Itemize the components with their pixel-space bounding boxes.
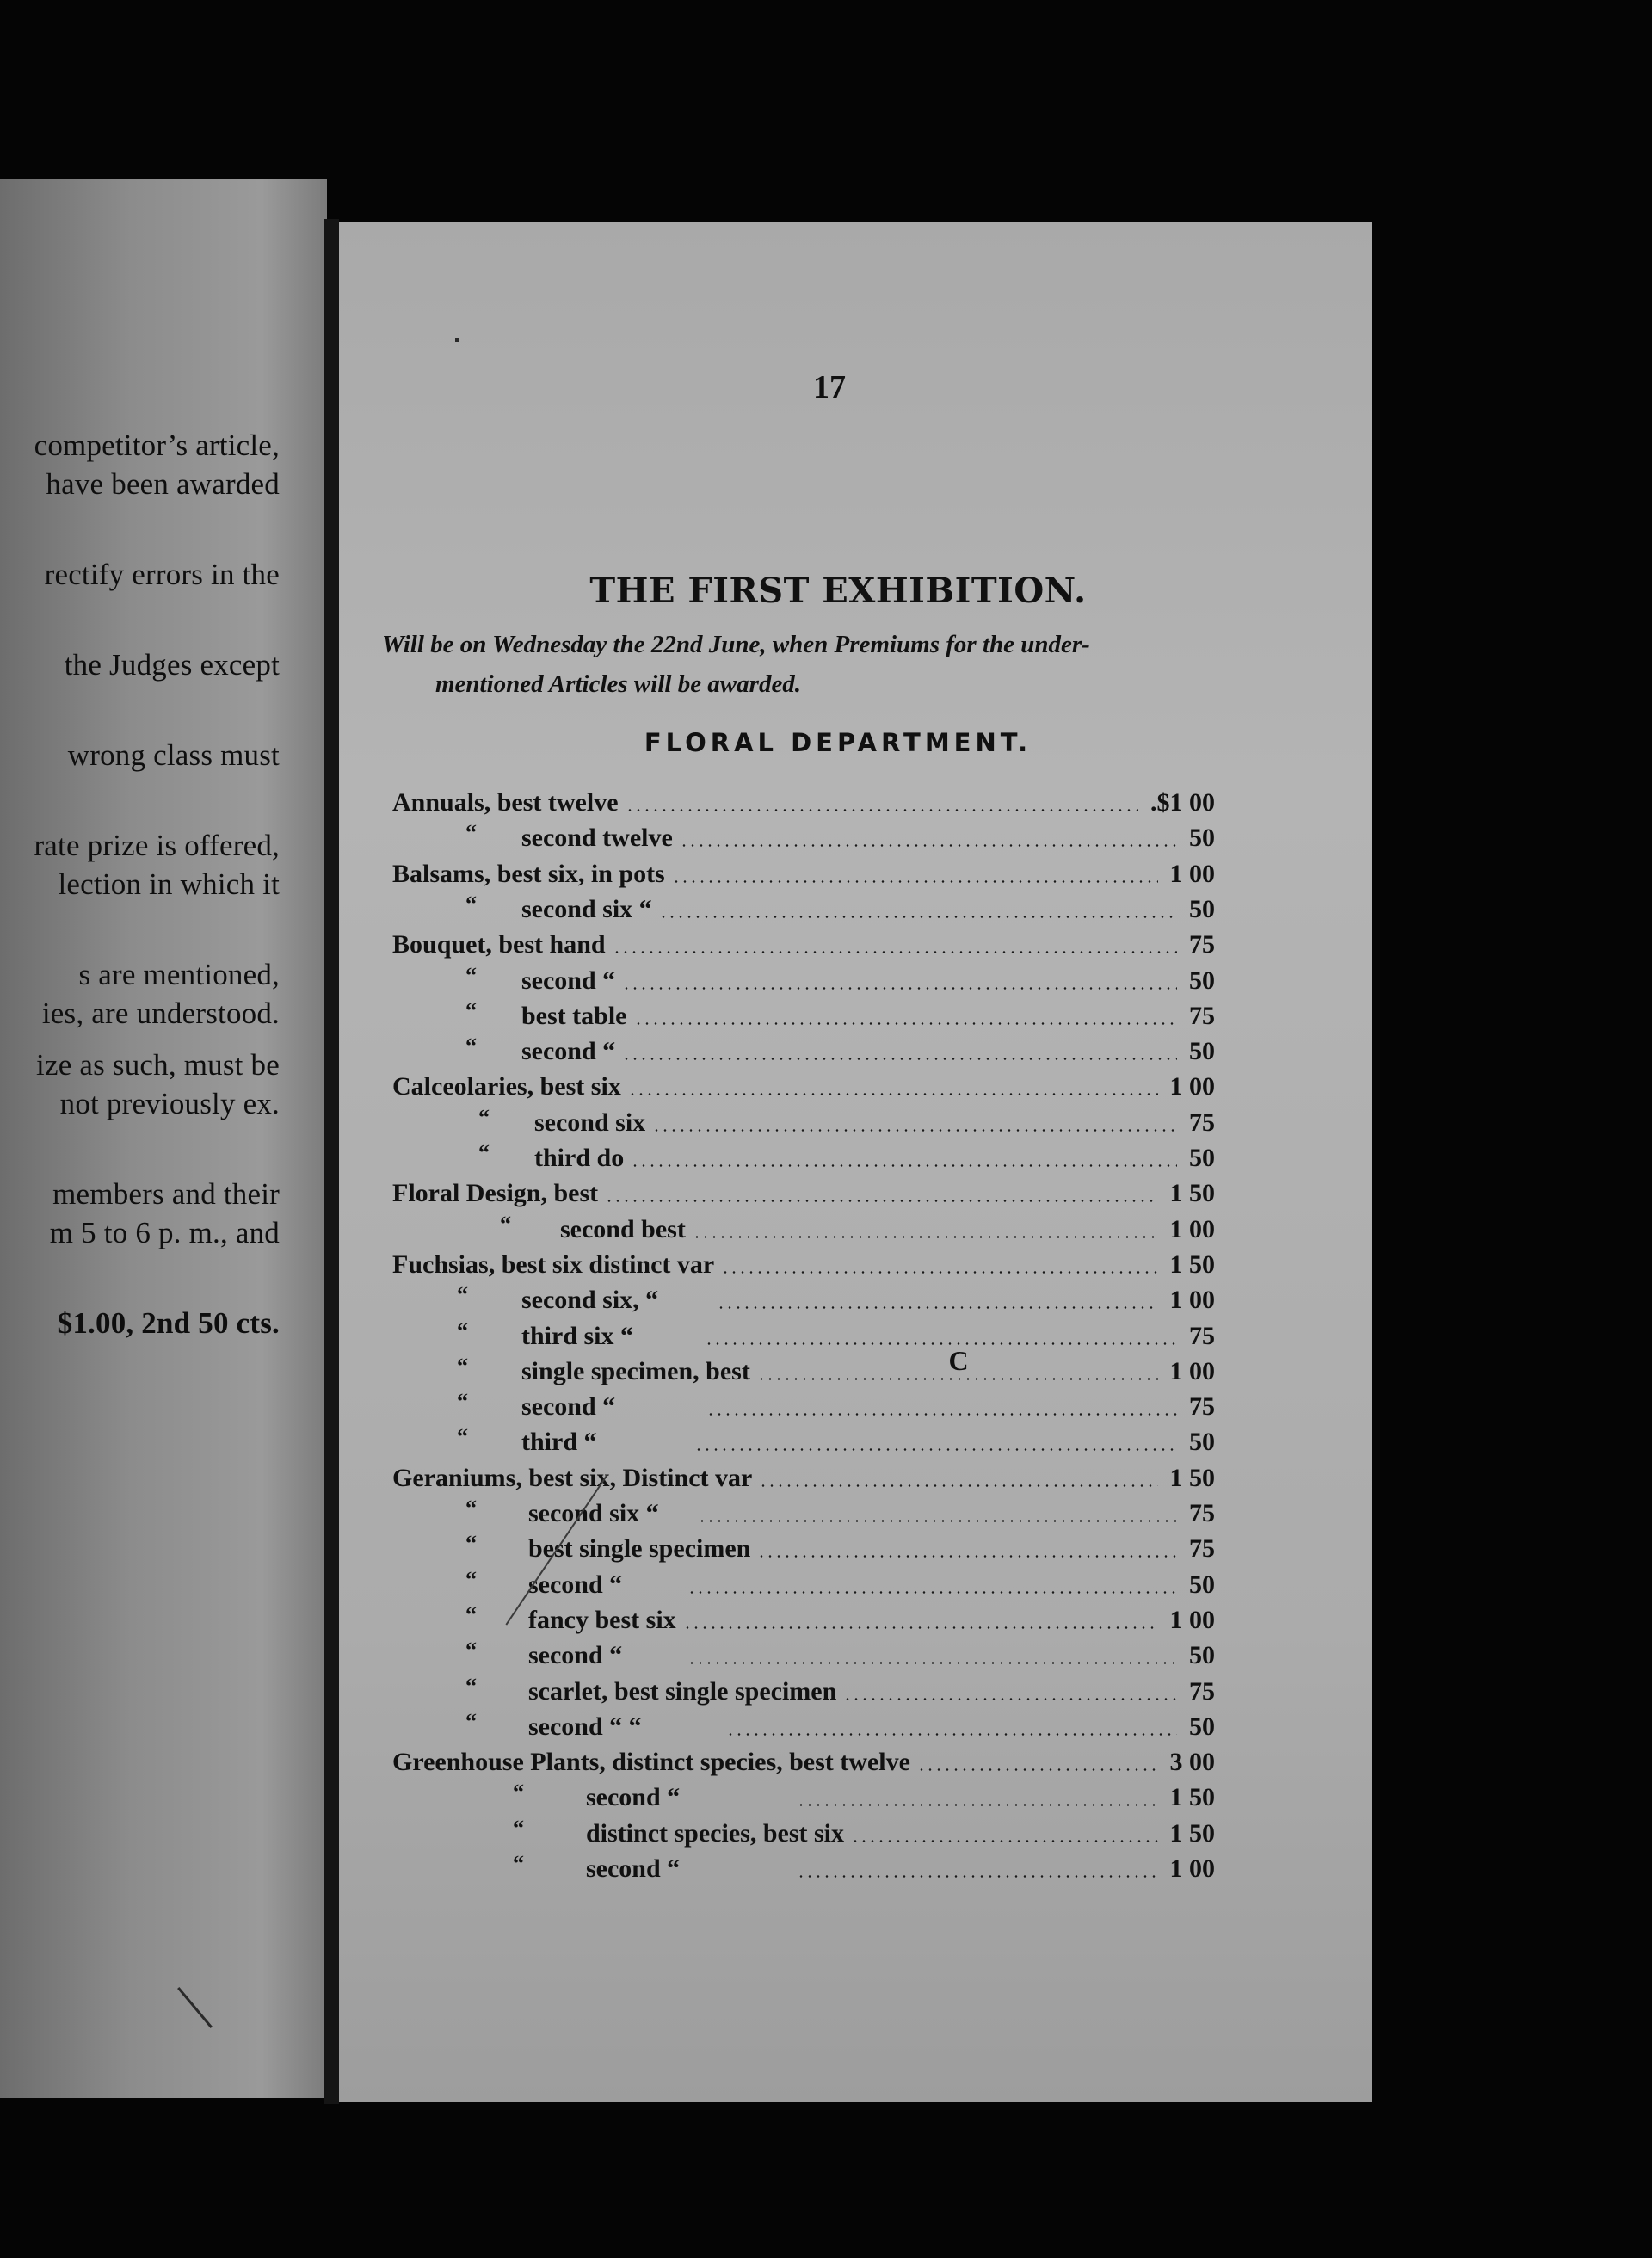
dot-leader (759, 1461, 1157, 1496)
right-main-page (339, 222, 1372, 2102)
left-page-line: wrong class must (67, 738, 280, 772)
dot-leader (694, 1425, 1177, 1459)
prize-category: Greenhouse Plants, (392, 1748, 606, 1777)
prize-item: third do (534, 1144, 625, 1172)
left-page-line: lection in which it (58, 867, 280, 901)
prize-category: Geraniums, (392, 1463, 522, 1492)
prize-row (339, 1496, 1372, 1531)
ditto-mark: “ (500, 1211, 511, 1237)
left-facing-page (0, 179, 327, 2098)
prize-amount: 1 50 (1169, 1818, 1215, 1848)
prize-amount: 1 00 (1169, 859, 1215, 888)
prize-amount: 1 00 (1169, 1286, 1215, 1315)
dot-leader (797, 1852, 1158, 1886)
prize-item: third “ (521, 1428, 597, 1457)
prize-amount: 1 50 (1169, 1463, 1215, 1492)
ditto-mark: “ (465, 891, 477, 916)
dot-leader (622, 964, 1177, 998)
dot-leader (757, 1532, 1177, 1566)
prize-amount: 75 (1189, 1676, 1215, 1706)
prize-item: best (553, 1179, 599, 1208)
prize-row (339, 1710, 1372, 1744)
ditto-mark: “ (465, 997, 477, 1023)
prize-item: second “ “ (528, 1712, 642, 1741)
ditto-mark: “ (457, 1389, 468, 1415)
prize-row (339, 1675, 1372, 1709)
ditto-mark: “ (457, 1317, 468, 1343)
ditto-mark: “ (465, 1496, 477, 1521)
prize-amount: 50 (1189, 1641, 1215, 1670)
signature-mark: C (948, 1345, 969, 1376)
dot-leader (605, 1176, 1157, 1211)
ditto-mark: “ (478, 1140, 490, 1165)
prize-amount: 75 (1189, 1499, 1215, 1527)
prize-row (339, 1390, 1372, 1424)
prize-row (339, 1176, 1372, 1211)
prize-item: second six “ (528, 1499, 659, 1527)
prize-item: second “ (586, 1783, 681, 1812)
prize-amount: 1 00 (1169, 1605, 1215, 1634)
left-page-line: $1.00, 2nd 50 cts. (57, 1306, 280, 1340)
prize-amount: 50 (1189, 1144, 1215, 1172)
prize-row (339, 1638, 1372, 1673)
dot-leader (652, 1106, 1177, 1140)
prize-item: second six, “ (521, 1286, 659, 1315)
dot-leader (698, 1496, 1177, 1531)
ditto-mark: “ (513, 1851, 524, 1876)
prize-item: second best (560, 1214, 686, 1243)
prize-item: second six “ (521, 894, 652, 923)
prize-item: best single specimen (528, 1534, 751, 1564)
prize-amount: 50 (1189, 966, 1215, 995)
prize-amount: 50 (1189, 1712, 1215, 1741)
prize-row (339, 821, 1372, 855)
prize-amount: 1 00 (1169, 1854, 1215, 1883)
dot-leader (851, 1817, 1158, 1851)
dot-leader (613, 928, 1177, 962)
prize-list (339, 222, 1372, 2102)
prize-amount: 1 50 (1169, 1179, 1215, 1208)
prize-row (339, 1319, 1372, 1354)
dot-leader (693, 1212, 1158, 1247)
prize-row (339, 1141, 1372, 1175)
prize-row (339, 892, 1372, 927)
left-page-line: have been awarded (46, 467, 280, 501)
prize-row (339, 964, 1372, 998)
prize-amount: 75 (1189, 1001, 1215, 1030)
prize-item: fancy best six (528, 1605, 676, 1634)
prize-amount: 50 (1189, 894, 1215, 923)
left-page-line: the Judges except (64, 648, 280, 682)
ditto-mark: “ (478, 1104, 490, 1130)
prize-row (339, 1248, 1372, 1282)
ditto-mark: “ (457, 1353, 468, 1379)
prize-item: best twelve (496, 788, 619, 817)
prize-item: second “ (521, 1037, 616, 1066)
prize-row (339, 1817, 1372, 1851)
prize-row (339, 1780, 1372, 1815)
prize-row (339, 1106, 1372, 1140)
prize-amount: 75 (1189, 1107, 1215, 1137)
prize-amount: 1 50 (1169, 1783, 1215, 1812)
ditto-mark: “ (457, 1282, 468, 1308)
ditto-mark: “ (465, 1601, 477, 1627)
dot-leader (917, 1745, 1158, 1780)
ditto-mark: “ (465, 1708, 477, 1734)
ditto-mark: “ (457, 1424, 468, 1450)
prize-amount: 1 50 (1169, 1249, 1215, 1279)
dot-leader (634, 999, 1178, 1033)
prize-category: Annuals, (392, 788, 491, 817)
prize-amount: .$1 00 (1150, 788, 1215, 817)
prize-row (339, 999, 1372, 1033)
prize-amount: 3 00 (1169, 1748, 1215, 1777)
prize-item: second twelve (521, 824, 673, 853)
dot-leader (622, 1034, 1177, 1069)
prize-item: distinct species, best twelve (612, 1748, 910, 1777)
prize-row (339, 1461, 1372, 1496)
prize-item: single specimen, best (521, 1356, 750, 1385)
prize-row (339, 1070, 1372, 1104)
prize-amount: 1 00 (1169, 1214, 1215, 1243)
prize-item: distinct species, best six (586, 1818, 844, 1848)
prize-row (339, 1354, 1372, 1389)
prize-category: Fuchsias, (392, 1249, 496, 1279)
prize-category: Balsams, (392, 859, 491, 888)
prize-row (339, 928, 1372, 962)
dot-leader (717, 1283, 1157, 1317)
prize-row (339, 1532, 1372, 1566)
prize-row (339, 1852, 1372, 1886)
dot-leader (672, 857, 1158, 891)
prize-item: best six, in pots (496, 859, 665, 888)
dot-leader (797, 1780, 1158, 1815)
prize-category: Bouquet, (392, 930, 492, 959)
prize-row (339, 1034, 1372, 1069)
prize-row (339, 1568, 1372, 1602)
prize-amount: 1 00 (1169, 1072, 1215, 1101)
prize-amount: 75 (1189, 1392, 1215, 1422)
prize-item: third six “ (521, 1321, 634, 1350)
dot-leader (626, 786, 1138, 820)
prize-category: Calceolaries, (392, 1072, 534, 1101)
prize-amount: 75 (1189, 930, 1215, 959)
prize-item: scarlet, best single specimen (528, 1676, 837, 1706)
prize-amount: 75 (1189, 1321, 1215, 1350)
dot-leader (721, 1248, 1157, 1282)
prize-item: second “ (521, 1392, 616, 1422)
dot-leader (687, 1568, 1177, 1602)
prize-item: best six (539, 1072, 621, 1101)
left-page-line: ies, are understood. (41, 996, 280, 1030)
prize-amount: 50 (1189, 1037, 1215, 1066)
dot-leader (726, 1710, 1177, 1744)
left-page-line: m 5 to 6 p. m., and (49, 1216, 280, 1249)
intro-line: mentioned Articles will be awarded. (435, 670, 802, 698)
left-page-line: competitor’s article, (34, 429, 280, 462)
left-page-line: rectify errors in the (44, 558, 280, 591)
left-page-line: ize as such, must be (36, 1048, 280, 1082)
dot-leader (706, 1390, 1177, 1424)
prize-item: second six (534, 1107, 646, 1137)
prize-item: second “ (521, 966, 616, 995)
prize-item: second “ (528, 1641, 623, 1670)
dot-leader (683, 1603, 1158, 1638)
prize-amount: 1 00 (1169, 1356, 1215, 1385)
prize-row (339, 786, 1372, 820)
department-title: FLORAL DEPARTMENT. (644, 728, 1032, 757)
prize-amount: 50 (1189, 824, 1215, 853)
prize-row (339, 1212, 1372, 1247)
prize-item: best six distinct var (501, 1249, 715, 1279)
ditto-mark: “ (465, 1673, 477, 1699)
ditto-mark: “ (513, 1815, 524, 1841)
dot-leader (659, 892, 1177, 927)
prize-item: best six, Distinct var (528, 1463, 753, 1492)
prize-item: best table (521, 1001, 627, 1030)
book-gutter (324, 219, 339, 2104)
ditto-mark: “ (513, 1780, 524, 1805)
prize-row (339, 1425, 1372, 1459)
dot-leader (843, 1675, 1177, 1709)
dot-leader (680, 821, 1177, 855)
prize-amount: 75 (1189, 1534, 1215, 1564)
left-page-line: members and their (52, 1177, 280, 1211)
intro-line: Will be on Wednesday the 22nd June, when Premiums for the under- (382, 631, 1090, 658)
prize-amount: 50 (1189, 1570, 1215, 1599)
ditto-mark: “ (465, 962, 477, 988)
prize-row (339, 857, 1372, 891)
ditto-mark: “ (465, 1638, 477, 1663)
ditto-mark: “ (465, 1033, 477, 1059)
left-page-line: s are mentioned, (78, 958, 280, 991)
ditto-mark: “ (465, 820, 477, 846)
prize-amount: 50 (1189, 1428, 1215, 1457)
page-number: 17 (813, 369, 846, 405)
prize-item: second “ (586, 1854, 681, 1883)
speck (455, 338, 459, 342)
prize-row (339, 1745, 1372, 1780)
stray-mark (177, 1987, 213, 2028)
ditto-mark: “ (465, 1566, 477, 1592)
ditto-mark: “ (465, 1531, 477, 1557)
dot-leader (631, 1141, 1177, 1175)
dot-leader (687, 1638, 1177, 1673)
prize-item: second “ (528, 1570, 623, 1599)
prize-item: best hand (498, 930, 606, 959)
prize-row (339, 1603, 1372, 1638)
left-page-line: not previously ex. (59, 1087, 280, 1120)
prize-row (339, 1283, 1372, 1317)
section-title: THE FIRST EXHIBITION. (589, 571, 1087, 611)
left-page-line: rate prize is offered, (34, 829, 280, 862)
prize-category: Floral Design, (392, 1179, 547, 1208)
dot-leader (628, 1070, 1158, 1104)
